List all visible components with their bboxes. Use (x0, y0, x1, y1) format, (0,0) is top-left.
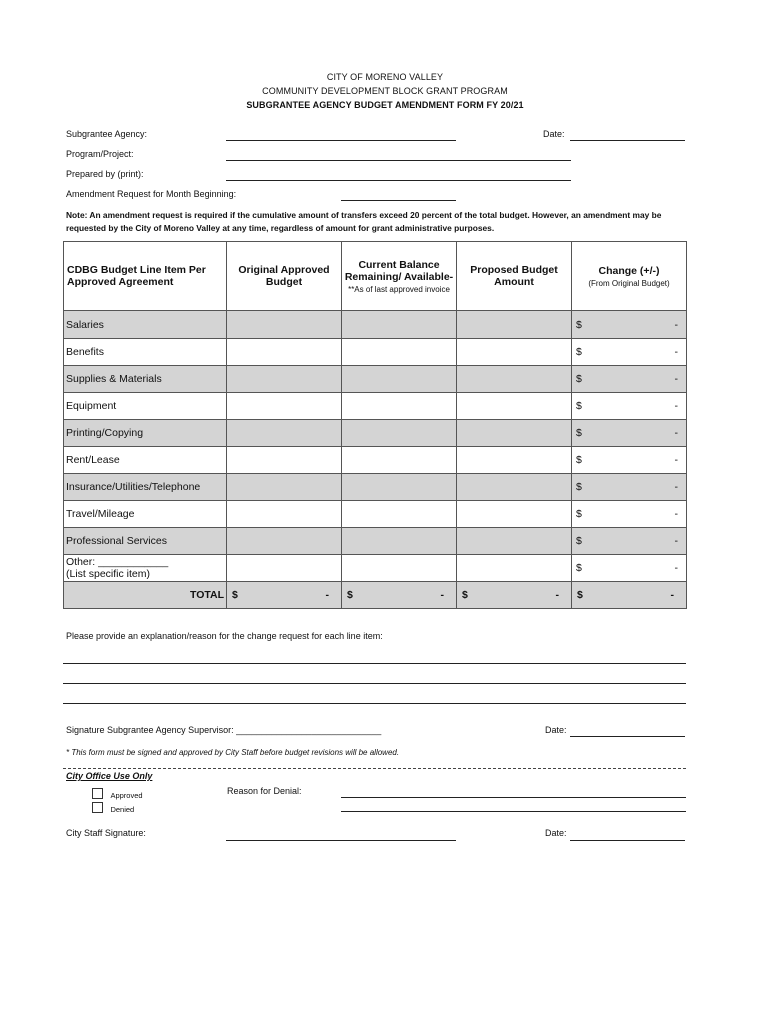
header-proposed-budget: Proposed Budget Amount (457, 242, 572, 311)
dollar-sign: $ (576, 400, 582, 412)
total-value: - (555, 589, 559, 601)
agency-field[interactable] (226, 140, 456, 141)
signature-date-field[interactable] (570, 736, 685, 737)
line-item-label: Benefits (64, 339, 227, 366)
line-item-label: Insurance/Utilities/Telephone (64, 474, 227, 501)
original-cell[interactable] (227, 393, 342, 420)
denied-checkbox[interactable] (92, 802, 103, 813)
line-item-label: Equipment (64, 393, 227, 420)
dollar-sign: $ (576, 318, 582, 331)
change-value: - (674, 318, 678, 331)
change-cell (572, 420, 687, 447)
staff-date-label: Date: (545, 828, 567, 838)
staff-signature-field[interactable] (226, 840, 456, 841)
dollar-sign: $ (576, 373, 582, 385)
original-cell[interactable] (227, 311, 342, 339)
change-value: - (674, 454, 678, 466)
staff-signature-label: City Staff Signature: (66, 828, 146, 838)
agency-label: Subgrantee Agency: (66, 129, 148, 139)
balance-cell[interactable] (342, 474, 457, 501)
balance-cell[interactable] (342, 528, 457, 555)
total-value: - (325, 589, 329, 601)
approved-label: Approved (110, 791, 143, 800)
approval-disclaimer: * This form must be signed and approved by City Staff before budget revisions will be allowed. (66, 748, 400, 757)
table-row (64, 420, 687, 447)
change-cell (572, 311, 687, 339)
program-field[interactable] (226, 160, 571, 161)
total-value: - (440, 589, 444, 601)
original-cell[interactable] (227, 555, 342, 582)
original-cell[interactable] (227, 447, 342, 474)
original-cell[interactable] (227, 474, 342, 501)
change-cell (572, 555, 687, 582)
program-title: COMMUNITY DEVELOPMENT BLOCK GRANT PROGRAM (262, 86, 508, 96)
signature-date-label: Date: (545, 725, 567, 735)
line-item-label: Travel/Mileage (64, 501, 227, 528)
original-cell[interactable] (227, 339, 342, 366)
denied-option[interactable] (92, 799, 134, 817)
dollar-sign: $ (576, 481, 582, 493)
other-line2: (List specific item) (66, 568, 151, 580)
balance-cell[interactable] (342, 393, 457, 420)
total-row (64, 582, 687, 609)
program-label: Program/Project: (66, 149, 134, 159)
proposed-cell[interactable] (457, 311, 572, 339)
original-cell[interactable] (227, 366, 342, 393)
proposed-cell[interactable] (457, 474, 572, 501)
balance-cell[interactable] (342, 339, 457, 366)
change-cell (572, 528, 687, 555)
change-value: - (674, 400, 678, 412)
change-value: - (674, 427, 678, 439)
dollar-sign: $ (576, 508, 582, 520)
header-current-balance-sub: **As of last approved invoice (348, 284, 450, 294)
dollar-sign: $ (576, 535, 582, 547)
amendment-label: Amendment Request for Month Beginning: (66, 189, 237, 199)
dollar-sign: $ (576, 346, 582, 358)
explanation-line-1[interactable] (63, 663, 686, 664)
date-field[interactable] (570, 140, 685, 141)
proposed-cell[interactable] (457, 555, 572, 582)
header-change-sub: (From Original Budget) (588, 278, 670, 288)
balance-cell[interactable] (342, 366, 457, 393)
balance-cell[interactable] (342, 447, 457, 474)
dollar-sign: $ (347, 589, 353, 601)
denial-reason-label: Reason for Denial: (227, 786, 302, 796)
original-cell[interactable] (227, 501, 342, 528)
change-value: - (674, 508, 678, 520)
change-value: - (674, 562, 678, 574)
balance-cell[interactable] (342, 311, 457, 339)
table-row (64, 311, 687, 339)
change-value: - (674, 373, 678, 385)
denial-reason-line-1[interactable] (341, 797, 686, 798)
total-original (227, 582, 342, 609)
change-value: - (674, 346, 678, 358)
change-cell (572, 393, 687, 420)
table-row (64, 339, 687, 366)
dollar-sign: $ (577, 589, 583, 601)
table-row-other (64, 555, 687, 582)
total-proposed (457, 582, 572, 609)
dollar-sign: $ (232, 589, 238, 601)
table-row (64, 474, 687, 501)
explanation-label: Please provide an explanation/reason for the change request for each line item: (66, 631, 383, 641)
balance-cell[interactable] (342, 555, 457, 582)
city-title: CITY OF MORENO VALLEY (326, 72, 444, 82)
proposed-cell[interactable] (457, 528, 572, 555)
staff-date-field[interactable] (570, 840, 685, 841)
header-change-label: Change (+/-) (598, 264, 660, 277)
dollar-sign: $ (576, 427, 582, 439)
table-row (64, 528, 687, 555)
table-row (64, 393, 687, 420)
header-line-item: CDBG Budget Line Item Per Approved Agreement (64, 242, 227, 311)
prepared-label: Prepared by (print): (66, 169, 144, 179)
change-value: - (674, 481, 678, 493)
table-header-row (64, 242, 687, 311)
change-value: - (674, 535, 678, 547)
original-cell[interactable] (227, 528, 342, 555)
budget-table (63, 241, 687, 609)
original-cell[interactable] (227, 420, 342, 447)
total-balance (342, 582, 457, 609)
change-cell (572, 447, 687, 474)
table-row (64, 501, 687, 528)
denied-label: Denied (110, 805, 135, 814)
supervisor-signature[interactable]: Signature Subgrantee Agency Supervisor: _____________________________ (66, 725, 382, 735)
proposed-cell[interactable] (457, 420, 572, 447)
change-cell (572, 474, 687, 501)
amendment-note: Note: An amendment request is required if the cumulative amount of transfers exceed 20 percent of the total budget. However, an amendment may be requested by the City of Moreno Valley at any time, regardless of amount for grant administrative purposes. (66, 210, 662, 233)
balance-cell[interactable] (342, 420, 457, 447)
header-original-budget: Original Approved Budget (227, 242, 342, 311)
proposed-cell[interactable] (457, 366, 572, 393)
dollar-sign: $ (576, 454, 582, 466)
dollar-sign: $ (576, 562, 582, 574)
line-item-label: Printing/Copying (64, 420, 227, 447)
other-line1: Other: ____________ (66, 556, 169, 568)
line-item-label: Professional Services (64, 528, 227, 555)
dollar-sign: $ (462, 589, 468, 601)
date-label: Date: (543, 129, 565, 139)
amendment-field[interactable] (341, 200, 456, 201)
change-cell (572, 339, 687, 366)
proposed-cell[interactable] (457, 501, 572, 528)
proposed-cell[interactable] (457, 339, 572, 366)
total-value: - (670, 589, 674, 601)
denial-reason-line-2[interactable] (341, 811, 686, 812)
explanation-line-3[interactable] (63, 703, 686, 704)
header-current-balance (342, 242, 457, 311)
form-title: SUBGRANTEE AGENCY BUDGET AMENDMENT FORM FY 20/21 (246, 100, 524, 110)
header-current-balance-label: Current Balance Remaining/ Available- (344, 258, 454, 283)
explanation-line-2[interactable] (63, 683, 686, 684)
header-change (572, 242, 687, 311)
table-row (64, 447, 687, 474)
total-label: TOTAL (64, 582, 227, 609)
line-item-label: Salaries (64, 311, 227, 339)
proposed-cell[interactable] (457, 447, 572, 474)
approved-checkbox[interactable] (92, 788, 103, 799)
divider (63, 768, 686, 769)
prepared-field[interactable] (226, 180, 571, 181)
balance-cell[interactable] (342, 501, 457, 528)
office-use-title: City Office Use Only (66, 771, 153, 781)
proposed-cell[interactable] (457, 393, 572, 420)
total-change (572, 582, 687, 609)
change-cell (572, 366, 687, 393)
other-item-label[interactable] (64, 555, 227, 582)
line-item-label: Supplies & Materials (64, 366, 227, 393)
line-item-label: Rent/Lease (64, 447, 227, 474)
change-cell (572, 501, 687, 528)
table-row (64, 366, 687, 393)
